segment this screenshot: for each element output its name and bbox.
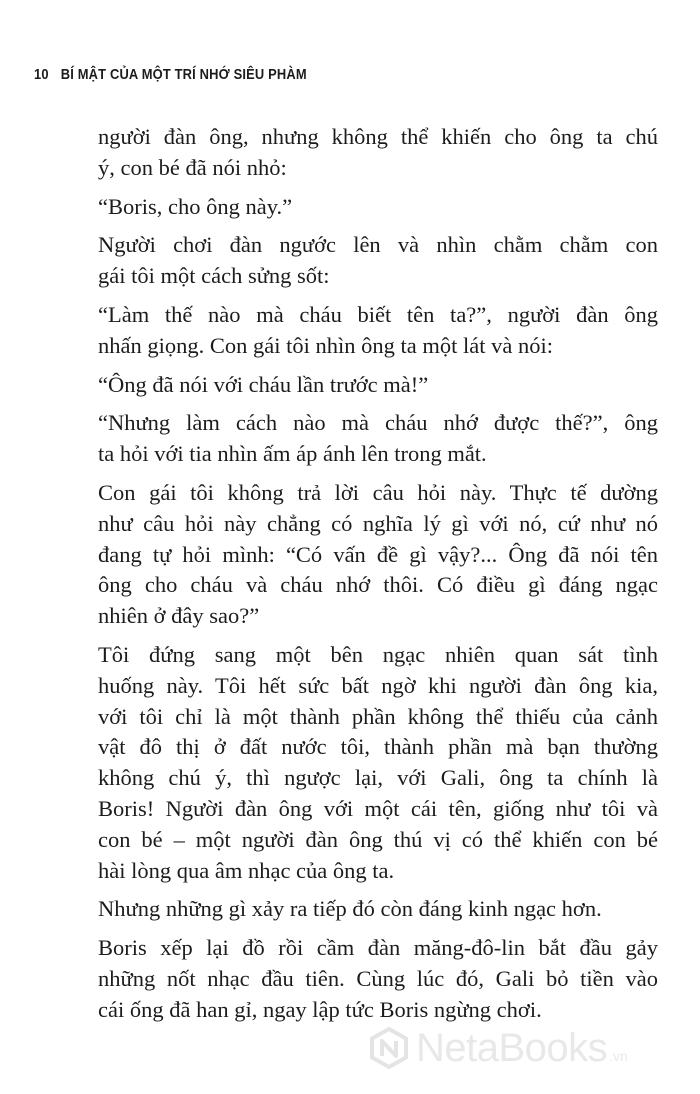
paragraph-gap (98, 632, 658, 640)
text-line: Nhưng những gì xảy ra tiếp đó còn đáng kinh ngạc hơn. (98, 896, 602, 922)
paragraph-gap (98, 362, 658, 370)
watermark (368, 1020, 628, 1076)
text-line: nhấn giọng. Con gái tôi nhìn ông ta một lát và nói: (98, 332, 553, 358)
text-line: như câu hỏi này chẳng có nghĩa lý gì với nó, cứ như nó (98, 510, 658, 536)
body-text (98, 122, 658, 1026)
text-line: người đàn ông, nhưng không thể khiến cho ông ta chú (98, 124, 658, 149)
watermark-text: NetaBooks (416, 1025, 608, 1070)
paragraph (98, 300, 658, 362)
text-line: ý, con bé đã nói nhỏ: (98, 154, 287, 180)
paragraph (98, 478, 658, 632)
text-line: “Boris, cho ông này.” (98, 193, 293, 219)
text-line: Boris xếp lại đồ rồi cầm đàn măng-đô-lin bắt đầu gảy (98, 935, 658, 961)
paragraph (98, 230, 658, 292)
paragraph-gap (98, 886, 658, 894)
paragraph (98, 933, 658, 1025)
paragraph-gap (98, 470, 658, 478)
text-line: huống này. Tôi hết sức bất ngờ khi người đàn ông kia, (98, 672, 658, 698)
text-line: gái tôi một cách sửng sốt: (98, 263, 330, 289)
text-line: “Nhưng làm cách nào mà cháu nhớ được thế?”, ông (98, 410, 658, 436)
text-line: với tôi chỉ là một thành phần không thể thiếu của cảnh (98, 703, 658, 729)
text-line: Người chơi đàn ngước lên và nhìn chằm chằm con (98, 232, 658, 258)
text-line: ông cho cháu và cháu nhớ thôi. Có điều gì đáng ngạc (98, 572, 658, 598)
paragraph (98, 192, 658, 223)
paragraph-gap (98, 292, 658, 300)
book-title: BÍ MẬT CỦA MỘT TRÍ NHỚ SIÊU PHÀM (60, 66, 307, 83)
paragraph (98, 894, 658, 925)
running-header (34, 66, 307, 83)
text-line: vật đô thị ở đất nước tôi, thành phần mà bạn thường (98, 734, 658, 760)
text-line: hài lòng qua âm nhạc của ông ta. (98, 857, 395, 883)
paragraph-gap (98, 400, 658, 408)
netabooks-logo-icon (368, 1027, 410, 1069)
text-line: Boris! Người đàn ông với một cái tên, giống như tôi và (98, 795, 658, 821)
text-line: không chú ý, thì ngược lại, với Gali, ông ta chính là (98, 765, 658, 791)
paragraph (98, 640, 658, 886)
text-line: những nốt nhạc đầu tiên. Cùng lúc đó, Gali bỏ tiền vào (98, 965, 658, 991)
text-line: đang tự hỏi mình: “Có vấn đề gì vậy?... Ông đã nói tên (98, 541, 658, 567)
paragraph (98, 370, 658, 401)
paragraph (98, 122, 658, 184)
text-line: cái ống đã han gỉ, ngay lập tức Boris ngừng chơi. (98, 996, 542, 1022)
paragraph-gap (98, 925, 658, 933)
paragraph-gap (98, 222, 658, 230)
text-line: “Ông đã nói với cháu lần trước mà!” (98, 371, 429, 397)
text-line: con bé – một người đàn ông thú vị có thể khiến con bé (98, 826, 658, 852)
text-line: Con gái tôi không trả lời câu hỏi này. Thực tế dường (98, 479, 658, 505)
text-line: Tôi đứng sang một bên ngạc nhiên quan sát tình (98, 641, 658, 667)
paragraph (98, 408, 658, 470)
watermark-suffix: .vn (609, 1048, 628, 1064)
page-number: 10 (34, 66, 49, 83)
text-line: ta hỏi với tia nhìn ấm áp ánh lên trong mắt. (98, 441, 487, 467)
text-line: “Làm thế nào mà cháu biết tên ta?”, người đàn ông (98, 301, 658, 327)
paragraph-gap (98, 184, 658, 192)
text-line: nhiên ở đây sao?” (98, 603, 260, 629)
